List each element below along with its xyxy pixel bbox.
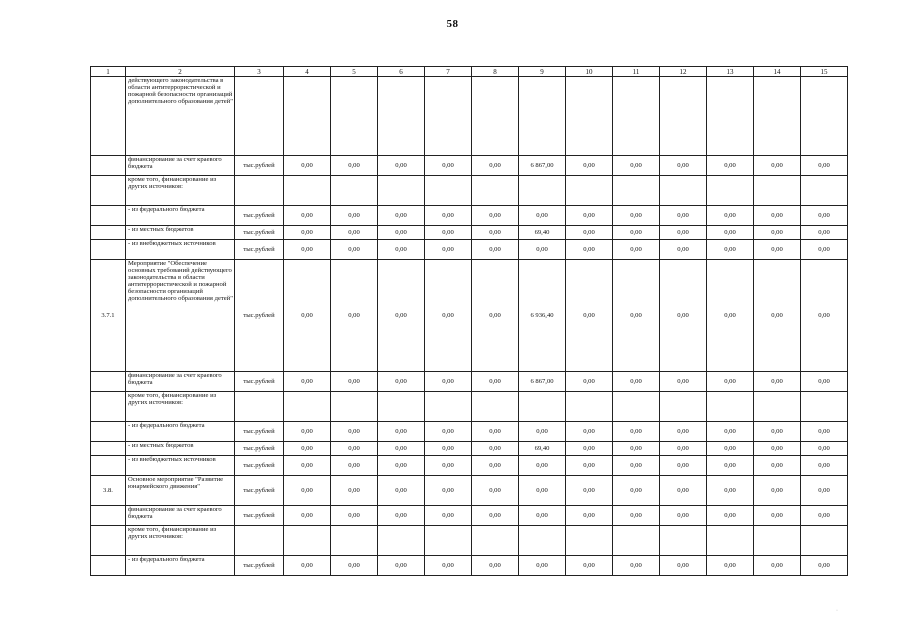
value-cell: 0,00 [707, 206, 754, 226]
value-cell: 69,40 [519, 226, 566, 240]
value-cell [801, 526, 848, 556]
value-cell [284, 77, 331, 156]
row-number: 3.8. [91, 476, 126, 506]
column-header: 8 [472, 67, 519, 77]
value-cell: 0,00 [425, 240, 472, 260]
value-cell: 0,00 [519, 506, 566, 526]
row-name: - из местных бюджетов [126, 442, 235, 456]
value-cell: 0,00 [801, 456, 848, 476]
value-cell: 0,00 [660, 422, 707, 442]
value-cell: 0,00 [613, 456, 660, 476]
value-cell: 0,00 [566, 556, 613, 576]
value-cell [566, 392, 613, 422]
value-cell: 0,00 [378, 260, 425, 372]
row-number [91, 372, 126, 392]
table-body [91, 67, 848, 576]
value-cell: 0,00 [378, 476, 425, 506]
row-number [91, 526, 126, 556]
value-cell [707, 526, 754, 556]
row-unit: тыс.рублей [235, 422, 284, 442]
value-cell: 0,00 [613, 556, 660, 576]
value-cell: 0,00 [754, 442, 801, 456]
value-cell: 0,00 [754, 506, 801, 526]
value-cell [284, 392, 331, 422]
value-cell: 0,00 [284, 456, 331, 476]
row-number [91, 77, 126, 156]
value-cell: 0,00 [284, 226, 331, 240]
value-cell: 0,00 [660, 156, 707, 176]
value-cell: 0,00 [331, 226, 378, 240]
value-cell: 0,00 [754, 206, 801, 226]
table-row [91, 456, 848, 476]
row-name: - из внебюджетных источников [126, 240, 235, 260]
value-cell: 0,00 [754, 372, 801, 392]
row-number [91, 456, 126, 476]
value-cell: 6 867,00 [519, 372, 566, 392]
row-unit: тыс.рублей [235, 260, 284, 372]
value-cell [331, 176, 378, 206]
value-cell: 0,00 [801, 556, 848, 576]
value-cell: 0,00 [378, 372, 425, 392]
value-cell [613, 526, 660, 556]
value-cell: 0,00 [284, 442, 331, 456]
value-cell: 0,00 [472, 156, 519, 176]
value-cell: 0,00 [378, 240, 425, 260]
value-cell [707, 77, 754, 156]
row-unit: тыс.рублей [235, 442, 284, 456]
value-cell: 0,00 [754, 456, 801, 476]
row-unit: тыс.рублей [235, 226, 284, 240]
value-cell: 0,00 [284, 506, 331, 526]
value-cell: 0,00 [472, 240, 519, 260]
table-row [91, 476, 848, 506]
column-header: 3 [235, 67, 284, 77]
value-cell [519, 176, 566, 206]
value-cell [754, 392, 801, 422]
value-cell: 0,00 [472, 226, 519, 240]
table-row [91, 392, 848, 422]
value-cell: 0,00 [801, 372, 848, 392]
value-cell: 0,00 [425, 506, 472, 526]
value-cell: 0,00 [331, 206, 378, 226]
value-cell: 0,00 [331, 372, 378, 392]
value-cell: 0,00 [566, 456, 613, 476]
value-cell: 0,00 [660, 456, 707, 476]
value-cell: 0,00 [425, 556, 472, 576]
row-name: - из федерального бюджета [126, 556, 235, 576]
value-cell [472, 176, 519, 206]
value-cell: 0,00 [707, 372, 754, 392]
value-cell: 0,00 [425, 156, 472, 176]
value-cell [472, 392, 519, 422]
table-row [91, 422, 848, 442]
value-cell: 0,00 [566, 240, 613, 260]
value-cell [519, 392, 566, 422]
value-cell: 0,00 [425, 372, 472, 392]
row-name: финансирование за счет краевого бюджета [126, 506, 235, 526]
column-header: 10 [566, 67, 613, 77]
row-number [91, 506, 126, 526]
value-cell [707, 392, 754, 422]
table-row [91, 226, 848, 240]
value-cell: 0,00 [378, 556, 425, 576]
column-header: 9 [519, 67, 566, 77]
value-cell: 0,00 [378, 156, 425, 176]
value-cell: 0,00 [613, 206, 660, 226]
row-number: 3.7.1 [91, 260, 126, 372]
value-cell: 0,00 [660, 260, 707, 372]
table-row [91, 260, 848, 372]
value-cell [472, 526, 519, 556]
value-cell [472, 77, 519, 156]
value-cell: 0,00 [613, 372, 660, 392]
row-name: - из внебюджетных источников [126, 456, 235, 476]
row-number [91, 392, 126, 422]
value-cell: 6 867,00 [519, 156, 566, 176]
value-cell: 0,00 [660, 240, 707, 260]
value-cell: 0,00 [519, 476, 566, 506]
column-header: 5 [331, 67, 378, 77]
value-cell: 0,00 [707, 260, 754, 372]
value-cell: 0,00 [801, 442, 848, 456]
value-cell: 0,00 [566, 506, 613, 526]
row-number [91, 556, 126, 576]
value-cell: 0,00 [378, 506, 425, 526]
value-cell: 0,00 [284, 260, 331, 372]
value-cell: 0,00 [472, 442, 519, 456]
column-header: 1 [91, 67, 126, 77]
row-name: кроме того, финансирование из других источников: [126, 392, 235, 422]
value-cell: 0,00 [801, 156, 848, 176]
value-cell [425, 392, 472, 422]
value-cell [566, 77, 613, 156]
value-cell: 0,00 [331, 442, 378, 456]
value-cell: 0,00 [425, 456, 472, 476]
value-cell: 0,00 [707, 506, 754, 526]
value-cell: 0,00 [331, 422, 378, 442]
row-name: финансирование за счет краевого бюджета [126, 372, 235, 392]
value-cell: 0,00 [707, 476, 754, 506]
value-cell [801, 77, 848, 156]
value-cell: 0,00 [284, 240, 331, 260]
table-row [91, 556, 848, 576]
value-cell: 0,00 [472, 206, 519, 226]
value-cell: 0,00 [425, 226, 472, 240]
value-cell [613, 392, 660, 422]
page-number: 58 [446, 18, 459, 30]
value-cell [801, 392, 848, 422]
value-cell: 0,00 [801, 506, 848, 526]
row-name: - из федерального бюджета [126, 422, 235, 442]
value-cell: 0,00 [566, 476, 613, 506]
row-unit: тыс.рублей [235, 240, 284, 260]
table-row [91, 77, 848, 156]
row-name: - из федерального бюджета [126, 206, 235, 226]
row-name: кроме того, финансирование из других источников: [126, 526, 235, 556]
value-cell: 0,00 [801, 260, 848, 372]
row-unit: тыс.рублей [235, 206, 284, 226]
row-name: кроме того, финансирование из других источников: [126, 176, 235, 206]
value-cell: 0,00 [660, 506, 707, 526]
row-name: Мероприятие "Обеспечение основных требований действующего законодательства в области антитеррористической и пожарной безопасности организаций дополнительного образования детей" [126, 260, 235, 372]
value-cell: 0,00 [613, 422, 660, 442]
value-cell [519, 77, 566, 156]
value-cell [566, 176, 613, 206]
value-cell [519, 526, 566, 556]
value-cell: 0,00 [707, 156, 754, 176]
value-cell [331, 77, 378, 156]
value-cell: 0,00 [801, 240, 848, 260]
table-row [91, 176, 848, 206]
value-cell [378, 77, 425, 156]
table-row [91, 206, 848, 226]
row-unit: тыс.рублей [235, 156, 284, 176]
value-cell [284, 526, 331, 556]
value-cell [801, 176, 848, 206]
value-cell: 0,00 [707, 240, 754, 260]
value-cell: 0,00 [613, 260, 660, 372]
value-cell [660, 526, 707, 556]
value-cell: 0,00 [519, 556, 566, 576]
value-cell: 0,00 [707, 556, 754, 576]
value-cell: 0,00 [566, 226, 613, 240]
value-cell: 0,00 [378, 456, 425, 476]
value-cell: 0,00 [519, 206, 566, 226]
value-cell: 0,00 [754, 422, 801, 442]
value-cell: 0,00 [284, 372, 331, 392]
value-cell: 0,00 [378, 206, 425, 226]
value-cell [378, 526, 425, 556]
value-cell: 0,00 [331, 456, 378, 476]
value-cell: 0,00 [566, 260, 613, 372]
budget-table [90, 66, 848, 576]
row-name: действующего законодательства в области антитеррористической и пожарной безопасности организаций дополнительного образования детей" [126, 77, 235, 156]
value-cell [660, 176, 707, 206]
value-cell: 0,00 [660, 206, 707, 226]
value-cell: 0,00 [754, 476, 801, 506]
value-cell [425, 526, 472, 556]
value-cell: 0,00 [707, 422, 754, 442]
value-cell [378, 392, 425, 422]
value-cell: 0,00 [613, 506, 660, 526]
row-name: финансирование за счет краевого бюджета [126, 156, 235, 176]
column-header: 15 [801, 67, 848, 77]
row-unit: тыс.рублей [235, 556, 284, 576]
row-unit: тыс.рублей [235, 506, 284, 526]
value-cell: 0,00 [472, 506, 519, 526]
value-cell: 0,00 [566, 422, 613, 442]
value-cell: 0,00 [472, 556, 519, 576]
value-cell: 0,00 [707, 456, 754, 476]
row-name: - из местных бюджетов [126, 226, 235, 240]
value-cell: 0,00 [519, 422, 566, 442]
value-cell: 0,00 [472, 456, 519, 476]
row-unit [235, 176, 284, 206]
value-cell [284, 176, 331, 206]
column-header: 2 [126, 67, 235, 77]
value-cell: 0,00 [754, 226, 801, 240]
value-cell: 0,00 [519, 456, 566, 476]
value-cell [566, 526, 613, 556]
value-cell: 0,00 [801, 206, 848, 226]
value-cell: 0,00 [378, 226, 425, 240]
value-cell: 0,00 [613, 476, 660, 506]
table-row [91, 156, 848, 176]
value-cell [331, 526, 378, 556]
value-cell: 0,00 [284, 556, 331, 576]
value-cell: 0,00 [472, 422, 519, 442]
table-row [91, 240, 848, 260]
value-cell: 0,00 [613, 226, 660, 240]
value-cell [754, 176, 801, 206]
value-cell [754, 526, 801, 556]
column-header: 14 [754, 67, 801, 77]
value-cell: 0,00 [378, 422, 425, 442]
value-cell [425, 176, 472, 206]
value-cell: 0,00 [331, 260, 378, 372]
table-row [91, 506, 848, 526]
value-cell: 0,00 [754, 556, 801, 576]
table-row [91, 526, 848, 556]
value-cell [331, 392, 378, 422]
value-cell: 0,00 [472, 260, 519, 372]
value-cell: 0,00 [707, 442, 754, 456]
value-cell: 0,00 [660, 442, 707, 456]
row-number [91, 422, 126, 442]
value-cell: 0,00 [566, 442, 613, 456]
value-cell: 0,00 [284, 422, 331, 442]
row-number [91, 240, 126, 260]
value-cell [660, 392, 707, 422]
value-cell: 0,00 [660, 476, 707, 506]
value-cell: 0,00 [566, 372, 613, 392]
value-cell: 69,40 [519, 442, 566, 456]
value-cell: 0,00 [801, 226, 848, 240]
column-header: 6 [378, 67, 425, 77]
value-cell: 0,00 [284, 476, 331, 506]
value-cell: 0,00 [754, 260, 801, 372]
row-unit: тыс.рублей [235, 372, 284, 392]
value-cell: 0,00 [378, 442, 425, 456]
row-unit: тыс.рублей [235, 456, 284, 476]
value-cell [425, 77, 472, 156]
value-cell: 0,00 [754, 240, 801, 260]
row-unit: тыс.рублей [235, 476, 284, 506]
table-row [91, 372, 848, 392]
row-number [91, 206, 126, 226]
scan-artifact: · [836, 608, 838, 614]
value-cell: 0,00 [472, 476, 519, 506]
value-cell: 0,00 [613, 156, 660, 176]
value-cell [613, 176, 660, 206]
value-cell: 0,00 [472, 372, 519, 392]
value-cell [378, 176, 425, 206]
value-cell: 0,00 [660, 556, 707, 576]
value-cell: 0,00 [284, 156, 331, 176]
row-unit [235, 526, 284, 556]
row-number [91, 176, 126, 206]
value-cell: 0,00 [425, 206, 472, 226]
value-cell: 0,00 [425, 422, 472, 442]
value-cell: 0,00 [660, 372, 707, 392]
row-number [91, 226, 126, 240]
column-header: 4 [284, 67, 331, 77]
value-cell: 0,00 [425, 442, 472, 456]
value-cell: 0,00 [566, 156, 613, 176]
column-header: 7 [425, 67, 472, 77]
value-cell: 0,00 [284, 206, 331, 226]
value-cell: 0,00 [613, 240, 660, 260]
value-cell: 0,00 [425, 260, 472, 372]
row-number [91, 442, 126, 456]
value-cell: 0,00 [331, 506, 378, 526]
value-cell: 0,00 [801, 476, 848, 506]
value-cell: 6 936,40 [519, 260, 566, 372]
table-row [91, 442, 848, 456]
value-cell: 0,00 [566, 206, 613, 226]
column-header: 12 [660, 67, 707, 77]
row-unit [235, 77, 284, 156]
value-cell: 0,00 [660, 226, 707, 240]
column-header: 11 [613, 67, 660, 77]
value-cell [754, 77, 801, 156]
value-cell: 0,00 [754, 156, 801, 176]
value-cell: 0,00 [331, 556, 378, 576]
value-cell [613, 77, 660, 156]
value-cell: 0,00 [425, 476, 472, 506]
value-cell: 0,00 [613, 442, 660, 456]
value-cell: 0,00 [331, 156, 378, 176]
value-cell: 0,00 [331, 476, 378, 506]
column-header: 13 [707, 67, 754, 77]
value-cell [660, 77, 707, 156]
value-cell: 0,00 [519, 240, 566, 260]
value-cell: 0,00 [331, 240, 378, 260]
value-cell: 0,00 [801, 422, 848, 442]
row-unit [235, 392, 284, 422]
header-row [91, 67, 848, 77]
value-cell: 0,00 [707, 226, 754, 240]
row-name: Основное мероприятие "Развитие юнармейского движения" [126, 476, 235, 506]
row-number [91, 156, 126, 176]
value-cell [707, 176, 754, 206]
